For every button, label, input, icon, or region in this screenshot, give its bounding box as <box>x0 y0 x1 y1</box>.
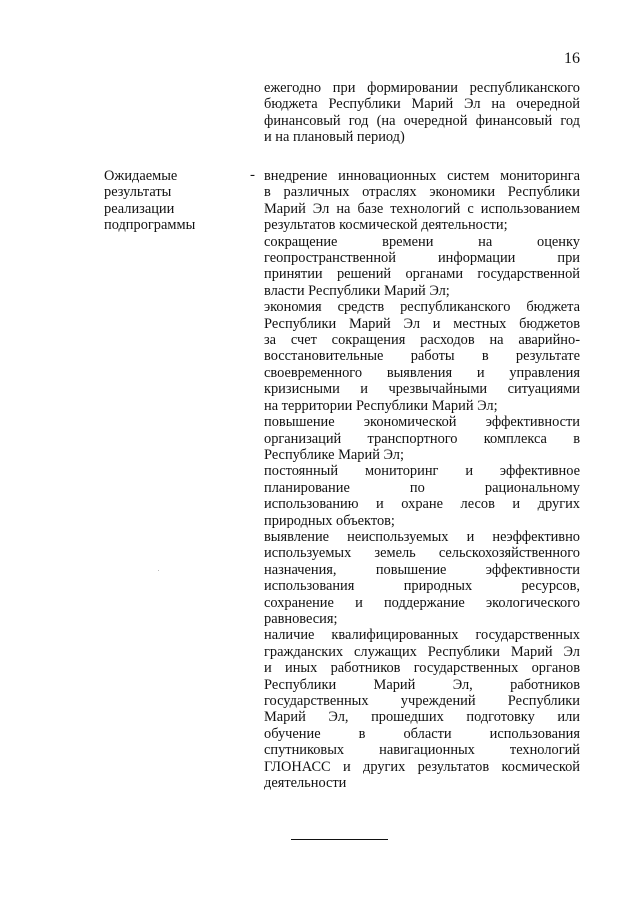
text-line: наличие квалифицированных государственных <box>264 627 580 644</box>
text-line: власти Республики Марий Эл; <box>264 282 450 299</box>
intro-continuation <box>264 80 580 146</box>
text-line: ГЛОНАСС и других результатов космической <box>264 758 580 775</box>
section-body <box>264 168 580 791</box>
text-line: планирование по рациональному <box>264 479 580 496</box>
scan-speck <box>158 570 159 571</box>
text-line: кризисными и чрезвычайными ситуациями <box>264 381 580 398</box>
text-line: выявление неиспользуемых и неэффективно <box>264 528 580 545</box>
text-line: повышение экономической эффективности <box>264 414 580 431</box>
text-line: Республике Марий Эл; <box>264 446 404 463</box>
end-rule <box>291 839 388 840</box>
text-line: и иных работников государственных органов <box>264 660 580 677</box>
text-line: своевременного выявления и управления <box>264 364 580 381</box>
text-line: природных объектов; <box>264 512 395 529</box>
text-line: гражданских служащих Республики Марий Эл <box>264 643 580 660</box>
text-line: подпрограммы <box>104 217 196 234</box>
text-line: результаты <box>104 184 172 201</box>
text-line: спутниковых навигационных технологий <box>264 742 580 759</box>
text-line: использованию и охране лесов и других <box>264 496 580 513</box>
dash-marker: - <box>250 167 255 183</box>
page-number: 16 <box>564 50 580 67</box>
section-label <box>104 168 234 234</box>
text-line: ежегодно при формировании республиканского <box>264 80 580 96</box>
text-line: деятельности <box>264 775 347 792</box>
text-line: используемых земель сельскохозяйственного <box>264 545 580 562</box>
text-line: постоянный мониторинг и эффективное <box>264 463 580 480</box>
text-line: экономия средств республиканского бюджета <box>264 299 580 316</box>
text-line: на территории Республики Марий Эл; <box>264 397 498 414</box>
text-line: и на плановый период) <box>264 129 405 146</box>
text-line: за счет сокращения расходов на аварийно- <box>264 332 580 349</box>
text-line: назначения, повышение эффективности <box>264 561 580 578</box>
text-line: в различных отраслях экономики Республики <box>264 184 580 201</box>
text-line: использования природных ресурсов, <box>264 578 580 595</box>
text-line: бюджета Республики Марий Эл на очередной <box>264 96 580 113</box>
text-line: Ожидаемые <box>104 168 178 184</box>
text-line: сокращение времени на оценку <box>264 233 580 250</box>
text-line: сохранение и поддержание экологического <box>264 594 580 611</box>
text-line: восстановительные работы в результате <box>264 348 580 365</box>
text-line: финансовый год (на очередной финансовый год <box>264 112 580 129</box>
text-line: равновесия; <box>264 610 338 627</box>
text-line: Республики Марий Эл и местных бюджетов <box>264 315 580 332</box>
text-line: геопространственной информации при <box>264 250 580 267</box>
text-line: внедрение инновационных систем мониторинга <box>264 168 580 184</box>
text-line: реализации <box>104 200 175 217</box>
text-line: Марий Эл, прошедших подготовку или <box>264 709 580 726</box>
text-line: обучение в области использования <box>264 725 580 742</box>
text-line: государственных учреждений Республики <box>264 693 580 709</box>
text-line: организаций транспортного комплекса в <box>264 430 580 447</box>
text-line: принятии решений органами государственной <box>264 266 580 283</box>
text-line: Марий Эл на базе технологий с использованием <box>264 200 580 217</box>
text-line: результатов космической деятельности; <box>264 217 508 234</box>
text-line: Республики Марий Эл, работников <box>264 676 580 693</box>
